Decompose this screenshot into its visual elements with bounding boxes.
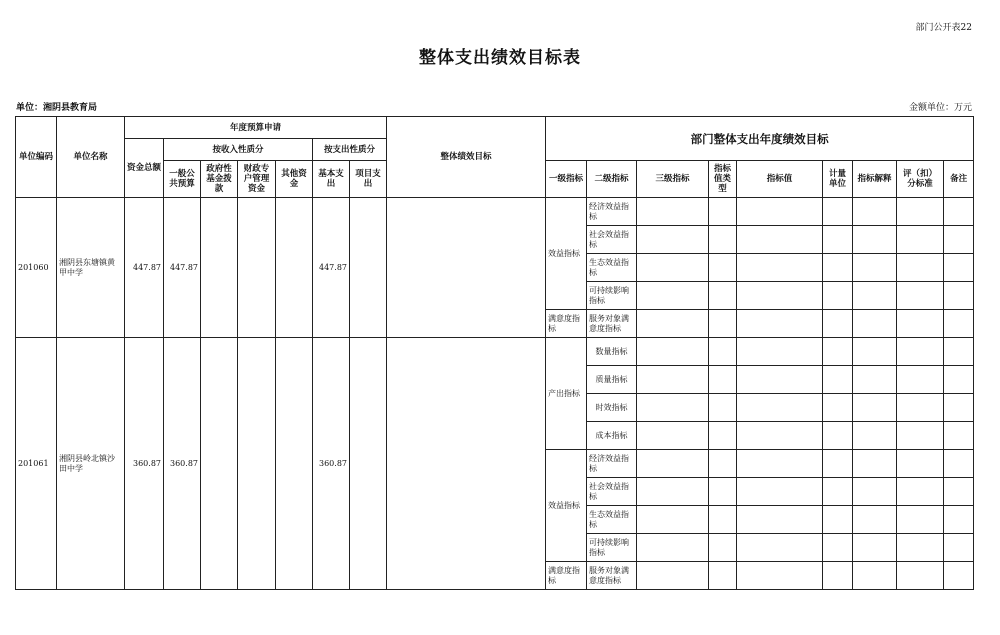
header-by-income: 按收入性质分 [164, 139, 313, 161]
value-cell [737, 226, 823, 254]
level2-cell: 服务对象满意度指标 [587, 310, 637, 338]
remarks-cell [944, 198, 974, 226]
measure-unit-cell [823, 198, 853, 226]
value-type-cell [709, 282, 737, 310]
header-by-expense: 按支出性质分 [313, 139, 387, 161]
header-level2: 二级指标 [587, 161, 637, 198]
unit-name-cell: 湘阴县东塘镇黄甲中学 [57, 198, 125, 338]
level1-cell: 满意度指标 [546, 310, 587, 338]
general-budget-cell: 360.87 [164, 338, 201, 590]
gov-fund-cell [201, 338, 238, 590]
scoring-cell [897, 422, 944, 450]
value-type-cell [709, 338, 737, 366]
unit-name-cell: 湘阴县岭北镇沙田中学 [57, 338, 125, 590]
remarks-cell [944, 422, 974, 450]
level1-cell: 效益指标 [546, 450, 587, 562]
value-type-cell [709, 394, 737, 422]
explain-cell [853, 254, 897, 282]
performance-table [15, 116, 974, 590]
remarks-cell [944, 254, 974, 282]
explain-cell [853, 562, 897, 590]
remarks-cell [944, 394, 974, 422]
explain-cell [853, 478, 897, 506]
header-level1: 一级指标 [546, 161, 587, 198]
value-type-cell [709, 254, 737, 282]
explain-cell [853, 394, 897, 422]
level3-cell [637, 338, 709, 366]
header-scoring: 评（扣）分标准 [897, 161, 944, 198]
header-unit-code: 单位编码 [16, 117, 57, 198]
page-title: 整体支出绩效目标表 [419, 48, 581, 68]
remarks-cell [944, 226, 974, 254]
header-other-fund: 其他资金 [276, 161, 313, 198]
measure-unit-cell [823, 506, 853, 534]
table-body [16, 198, 974, 590]
level3-cell [637, 562, 709, 590]
level2-cell: 时效指标 [587, 394, 637, 422]
explain-cell [853, 366, 897, 394]
scoring-cell [897, 506, 944, 534]
value-cell [737, 422, 823, 450]
measure-unit-cell [823, 366, 853, 394]
header-general-budget: 一般公共预算 [164, 161, 201, 198]
value-cell [737, 394, 823, 422]
overall-goal-cell [387, 338, 546, 590]
explain-cell [853, 506, 897, 534]
level1-cell: 产出指标 [546, 338, 587, 450]
level2-cell: 可持续影响指标 [587, 534, 637, 562]
level2-cell: 生态效益指标 [587, 254, 637, 282]
value-type-cell [709, 450, 737, 478]
value-cell [737, 366, 823, 394]
value-type-cell [709, 478, 737, 506]
level2-cell: 可持续影响指标 [587, 282, 637, 310]
value-type-cell [709, 506, 737, 534]
header-explain: 指标解释 [853, 161, 897, 198]
scoring-cell [897, 366, 944, 394]
table-row [16, 338, 974, 366]
remarks-cell [944, 506, 974, 534]
total-funds-cell: 447.87 [125, 198, 164, 338]
value-type-cell [709, 226, 737, 254]
header-value-type: 指标值类型 [709, 161, 737, 198]
basic-exp-cell: 360.87 [313, 338, 350, 590]
level2-cell: 社会效益指标 [587, 226, 637, 254]
level2-cell: 社会效益指标 [587, 478, 637, 506]
value-cell [737, 198, 823, 226]
level2-cell: 生态效益指标 [587, 506, 637, 534]
general-budget-cell: 447.87 [164, 198, 201, 338]
level3-cell [637, 506, 709, 534]
scoring-cell [897, 226, 944, 254]
measure-unit-cell [823, 338, 853, 366]
gov-fund-cell [201, 198, 238, 338]
explain-cell [853, 338, 897, 366]
level1-cell: 满意度指标 [546, 562, 587, 590]
header-overall-goal: 整体绩效目标 [387, 117, 546, 198]
header-level3: 三级指标 [637, 161, 709, 198]
other-fund-cell [276, 198, 313, 338]
form-number: 部门公开表22 [915, 23, 972, 33]
special-fund-cell [238, 338, 276, 590]
header-unit-name: 单位名称 [57, 117, 125, 198]
header-gov-fund: 政府性基金拨款 [201, 161, 238, 198]
level2-cell: 服务对象满意度指标 [587, 562, 637, 590]
remarks-cell [944, 310, 974, 338]
value-cell [737, 562, 823, 590]
overall-goal-cell [387, 198, 546, 338]
scoring-cell [897, 338, 944, 366]
value-cell [737, 338, 823, 366]
remarks-cell [944, 366, 974, 394]
table-row [16, 198, 974, 226]
scoring-cell [897, 394, 944, 422]
explain-cell [853, 310, 897, 338]
level3-cell [637, 310, 709, 338]
level3-cell [637, 478, 709, 506]
value-type-cell [709, 198, 737, 226]
remarks-cell [944, 534, 974, 562]
unit-code-cell: 201061 [16, 338, 57, 590]
level3-cell [637, 198, 709, 226]
total-funds-cell: 360.87 [125, 338, 164, 590]
level3-cell [637, 422, 709, 450]
remarks-cell [944, 282, 974, 310]
value-type-cell [709, 422, 737, 450]
measure-unit-cell [823, 478, 853, 506]
scoring-cell [897, 534, 944, 562]
measure-unit-cell [823, 254, 853, 282]
scoring-cell [897, 310, 944, 338]
explain-cell [853, 198, 897, 226]
measure-unit-cell [823, 282, 853, 310]
remarks-cell [944, 478, 974, 506]
unit-code-cell: 201060 [16, 198, 57, 338]
measure-unit-cell [823, 310, 853, 338]
special-fund-cell [238, 198, 276, 338]
level1-cell: 效益指标 [546, 198, 587, 310]
measure-unit-cell [823, 394, 853, 422]
header-total-funds: 资金总额 [125, 139, 164, 198]
explain-cell [853, 534, 897, 562]
measure-unit-cell [823, 226, 853, 254]
header-dept-goal: 部门整体支出年度绩效目标 [546, 117, 974, 161]
scoring-cell [897, 562, 944, 590]
level2-cell: 经济效益指标 [587, 450, 637, 478]
level3-cell [637, 534, 709, 562]
money-unit-label: 金额单位：万元 [908, 103, 972, 113]
explain-cell [853, 450, 897, 478]
level2-cell: 质量指标 [587, 366, 637, 394]
value-type-cell [709, 534, 737, 562]
remarks-cell [944, 338, 974, 366]
other-fund-cell [276, 338, 313, 590]
header-value: 指标值 [737, 161, 823, 198]
level2-cell: 成本指标 [587, 422, 637, 450]
value-cell [737, 478, 823, 506]
level3-cell [637, 282, 709, 310]
value-cell [737, 534, 823, 562]
value-cell [737, 310, 823, 338]
scoring-cell [897, 198, 944, 226]
measure-unit-cell [823, 534, 853, 562]
header-project-exp: 项目支出 [350, 161, 387, 198]
remarks-cell [944, 450, 974, 478]
basic-exp-cell: 447.87 [313, 198, 350, 338]
value-type-cell [709, 366, 737, 394]
explain-cell [853, 282, 897, 310]
measure-unit-cell [823, 450, 853, 478]
header-special-fund: 财政专户管理资金 [238, 161, 276, 198]
level3-cell [637, 226, 709, 254]
value-cell [737, 450, 823, 478]
remarks-cell [944, 562, 974, 590]
level2-cell: 数量指标 [587, 338, 637, 366]
level3-cell [637, 366, 709, 394]
scoring-cell [897, 478, 944, 506]
level3-cell [637, 394, 709, 422]
explain-cell [853, 226, 897, 254]
scoring-cell [897, 254, 944, 282]
value-type-cell [709, 562, 737, 590]
level3-cell [637, 450, 709, 478]
value-cell [737, 506, 823, 534]
header-annual-budget: 年度预算申请 [125, 117, 387, 139]
scoring-cell [897, 450, 944, 478]
measure-unit-cell [823, 562, 853, 590]
measure-unit-cell [823, 422, 853, 450]
unit-label: 单位：湘阴县教育局 [16, 103, 98, 113]
header-basic-exp: 基本支出 [313, 161, 350, 198]
header-remarks: 备注 [944, 161, 974, 198]
project-exp-cell [350, 338, 387, 590]
project-exp-cell [350, 198, 387, 338]
explain-cell [853, 422, 897, 450]
value-type-cell [709, 310, 737, 338]
level3-cell [637, 254, 709, 282]
header-measure-unit: 计量单位 [823, 161, 853, 198]
scoring-cell [897, 282, 944, 310]
value-cell [737, 254, 823, 282]
value-cell [737, 282, 823, 310]
level2-cell: 经济效益指标 [587, 198, 637, 226]
